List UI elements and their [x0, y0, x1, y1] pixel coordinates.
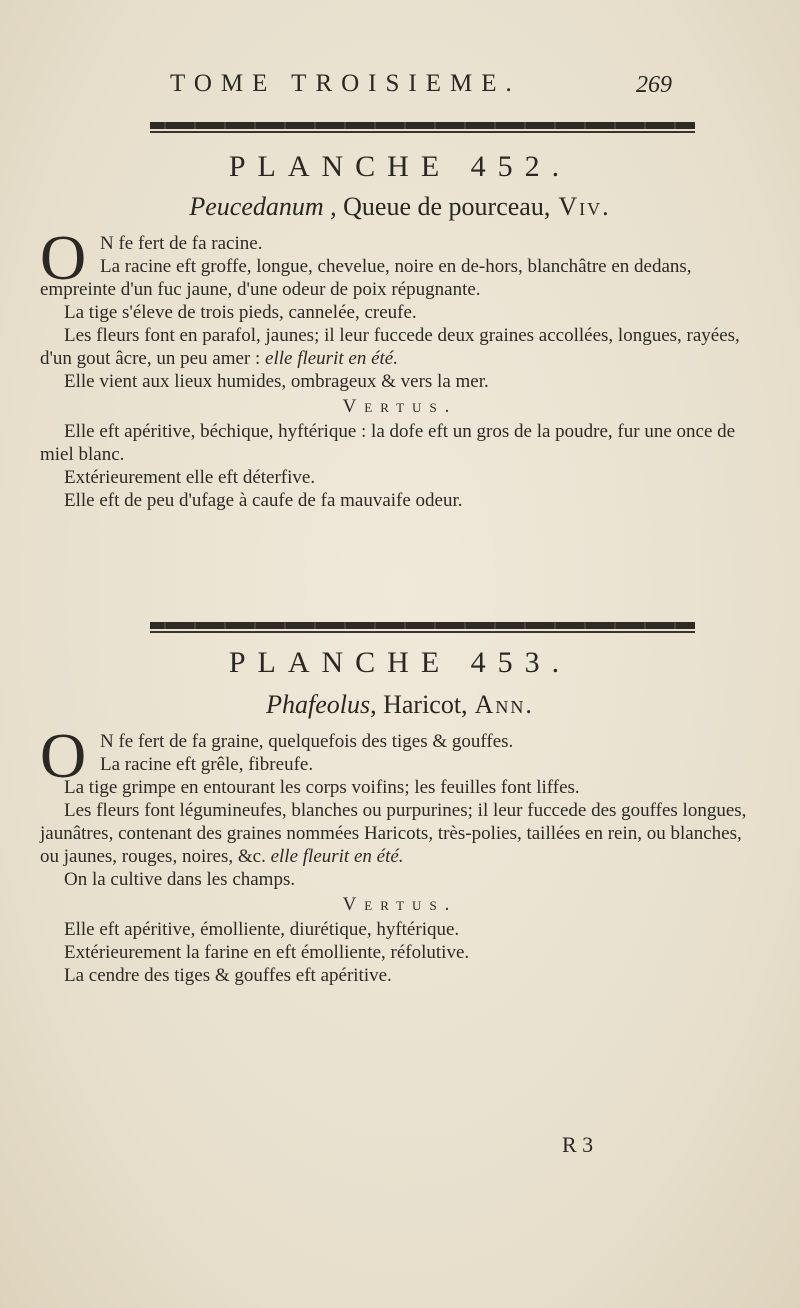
plate-453-flowers-text: Les fleurs font légumineufes, blanches ou purpurines; il leur fuccede des gouffes longues, jaunâtres, contenant des graines nommées Haricots, très-polies, taillées en rein, ou blanches, ou jaunes, rouges, noires, &c.: [40, 800, 747, 867]
plate-452-stem-paragraph: La tige s'éleve de trois pieds, cannelée, creufe.: [64, 302, 417, 323]
plate-453-first-line: N fe fert de fa graine, quelquefois des tiges & gouffes.: [100, 731, 514, 752]
plate-453-drop-cap: O: [40, 720, 87, 791]
ornamental-rule-middle: [150, 622, 695, 629]
plate-452-body: [40, 232, 760, 512]
plate-452-latin-name: Peucedanum ,: [189, 192, 337, 221]
plate-453-plant-names: [0, 690, 800, 720]
plate-453-ash-paragraph: La cendre des tiges & gouffes eft apéritive.: [64, 965, 392, 986]
plate-453-cultivation-paragraph: On la cultive dans les champs.: [64, 869, 296, 890]
running-title: TOME TROISIEME.: [170, 70, 521, 97]
plate-452-habitat-paragraph: Elle vient aux lieux humides, ombrageux & vers la mer.: [64, 371, 489, 392]
plate-452-external-use-paragraph: Extérieurement elle eft déterfive.: [64, 467, 316, 488]
plate-452-flowers-paragraph: [40, 324, 760, 370]
plate-453-common-name: , Haricot,: [370, 690, 468, 719]
plate-452-duration: Viv.: [550, 192, 611, 221]
plate-453-flowers-paragraph: [40, 799, 760, 868]
plate-452-title: PLANCHE 452.: [228, 150, 572, 183]
plate-452-flowers-text: Les fleurs font en parafol, jaunes; il leur fuccede deux graines accollées, longues, rayées, d'un gout âcre, un peu amer :: [40, 325, 740, 369]
plate-452-virtues-heading: Vertus.: [342, 396, 458, 417]
plate-453-virtues-heading: Vertus.: [342, 894, 458, 915]
plate-452-drop-cap: O: [40, 222, 87, 293]
plate-453-virtues-paragraph: Elle eft apéritive, émolliente, diurétique, hyftérique.: [64, 919, 460, 940]
plate-453-duration: Ann.: [467, 690, 534, 719]
page-number: 269: [636, 72, 672, 98]
plate-452-common-name: Queue de pourceau,: [336, 192, 551, 221]
plate-453-stem-paragraph: La tige grimpe en entourant les corps voifins; les feuilles font liffes.: [64, 777, 580, 798]
plate-453-body: [40, 730, 760, 987]
signature-mark: R 3: [562, 1132, 594, 1157]
plate-452-flowering-note: elle fleurit en été.: [265, 348, 398, 369]
plate-453-root-paragraph: La racine eft grêle, fibreufe.: [100, 754, 314, 775]
plate-452-root-paragraph: La racine eft groffe, longue, chevelue, noire en de-hors, blanchâtre en dedans, empreinte d'un fuc jaune, d'une odeur de poix répugnante.: [40, 256, 692, 300]
plate-453-title: PLANCHE 453.: [228, 646, 572, 679]
ornamental-rule-top: [150, 122, 695, 129]
running-head: [170, 70, 690, 98]
plate-452-usage-paragraph: Elle eft de peu d'ufage à caufe de fa mauvaife odeur.: [64, 490, 463, 511]
plate-452-plant-names: [0, 192, 800, 222]
plate-453-external-use-paragraph: Extérieurement la farine en eft émolliente, réfolutive.: [64, 942, 470, 963]
plate-452-virtues-paragraph: Elle eft apéritive, béchique, hyftérique : la dofe eft un gros de la poudre, fur une once de miel blanc.: [40, 421, 736, 465]
plate-452-first-line: N fe fert de fa racine.: [100, 233, 263, 254]
plate-453-latin-name: Phafeolus: [266, 690, 371, 719]
plate-453-flowering-note: elle fleurit en été.: [270, 846, 404, 867]
